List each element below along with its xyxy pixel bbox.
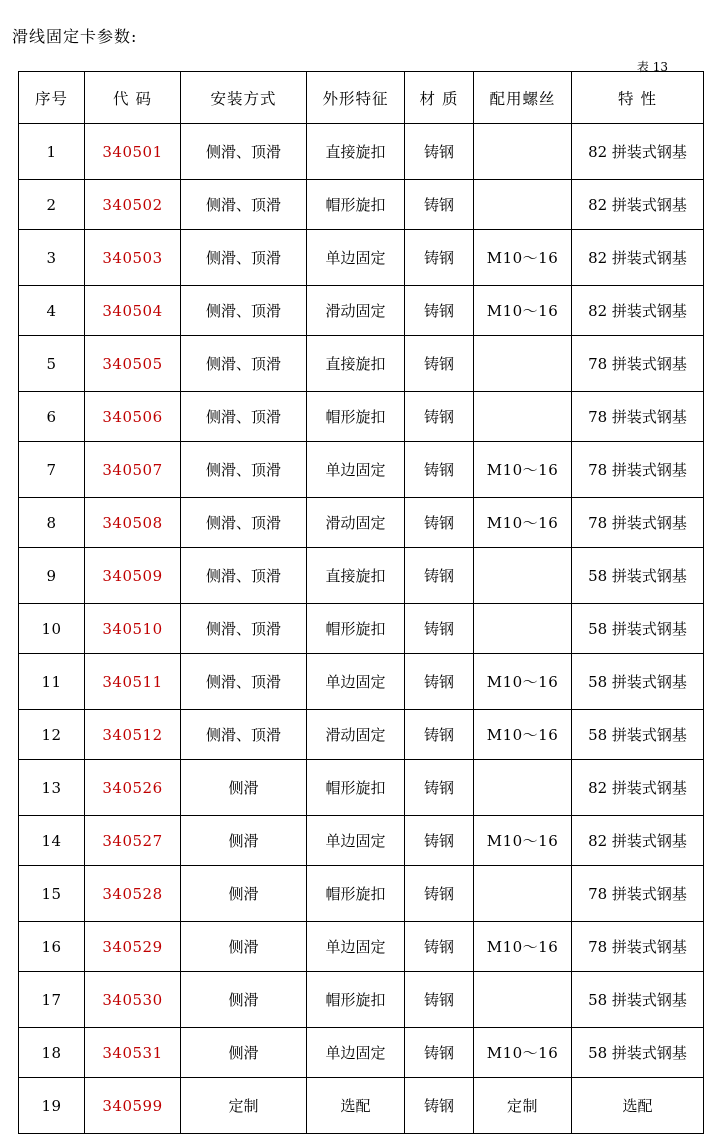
table-row: [19, 972, 704, 1028]
cell-code: 340508: [85, 498, 181, 548]
cell-shape: 滑动固定: [307, 286, 405, 336]
cell-code: 340529: [85, 922, 181, 972]
table-row: [19, 1028, 704, 1078]
cell-bolt: M10～16: [474, 230, 572, 286]
cell-shape: 帽形旋扣: [307, 180, 405, 230]
cell-material: 铸钢: [405, 972, 474, 1028]
cell-seq: 3: [19, 230, 85, 286]
cell-shape: 帽形旋扣: [307, 392, 405, 442]
header-material: 材 质: [405, 72, 474, 124]
cell-material: 铸钢: [405, 442, 474, 498]
table-row: [19, 548, 704, 604]
cell-shape: 选配: [307, 1078, 405, 1134]
cell-feature: 82 拼装式钢基: [572, 286, 704, 336]
cell-material: 铸钢: [405, 392, 474, 442]
cell-code: 340531: [85, 1028, 181, 1078]
table-row: [19, 760, 704, 816]
table-body: [19, 124, 704, 1134]
cell-seq: 15: [19, 866, 85, 922]
cell-seq: 14: [19, 816, 85, 866]
cell-seq: 13: [19, 760, 85, 816]
header-feature: 特 性: [572, 72, 704, 124]
cell-bolt: [474, 336, 572, 392]
cell-seq: 19: [19, 1078, 85, 1134]
cell-bolt: M10～16: [474, 1028, 572, 1078]
page-heading: 滑线固定卡参数:: [12, 27, 138, 46]
table-row: [19, 442, 704, 498]
cell-seq: 5: [19, 336, 85, 392]
cell-material: 铸钢: [405, 922, 474, 972]
cell-material: 铸钢: [405, 760, 474, 816]
cell-material: 铸钢: [405, 1078, 474, 1134]
cell-bolt: [474, 124, 572, 180]
cell-feature: 78 拼装式钢基: [572, 392, 704, 442]
cell-shape: 单边固定: [307, 922, 405, 972]
cell-feature: 78 拼装式钢基: [572, 336, 704, 392]
table-row: [19, 498, 704, 548]
cell-feature: 58 拼装式钢基: [572, 972, 704, 1028]
cell-code: 340509: [85, 548, 181, 604]
header-seq: 序号: [19, 72, 85, 124]
cell-mount: 侧滑: [181, 972, 307, 1028]
cell-feature: 选配: [572, 1078, 704, 1134]
table-row: [19, 124, 704, 180]
cell-mount: 侧滑、顶滑: [181, 124, 307, 180]
cell-seq: 4: [19, 286, 85, 336]
cell-mount: 侧滑、顶滑: [181, 230, 307, 286]
cell-mount: 侧滑: [181, 866, 307, 922]
cell-mount: 定制: [181, 1078, 307, 1134]
cell-shape: 单边固定: [307, 816, 405, 866]
cell-material: 铸钢: [405, 124, 474, 180]
table-row: [19, 180, 704, 230]
cell-code: 340507: [85, 442, 181, 498]
cell-code: 340512: [85, 710, 181, 760]
cell-bolt: [474, 972, 572, 1028]
table-number: 表 13: [636, 60, 668, 74]
table-row: [19, 866, 704, 922]
cell-material: 铸钢: [405, 286, 474, 336]
cell-code: 340530: [85, 972, 181, 1028]
cell-mount: 侧滑、顶滑: [181, 180, 307, 230]
cell-feature: 58 拼装式钢基: [572, 604, 704, 654]
cell-bolt: M10～16: [474, 442, 572, 498]
cell-shape: 滑动固定: [307, 710, 405, 760]
cell-code: 340528: [85, 866, 181, 922]
cell-seq: 1: [19, 124, 85, 180]
cell-shape: 滑动固定: [307, 498, 405, 548]
header-shape: 外形特征: [307, 72, 405, 124]
cell-shape: 直接旋扣: [307, 548, 405, 604]
cell-shape: 单边固定: [307, 1028, 405, 1078]
cell-code: 340502: [85, 180, 181, 230]
cell-feature: 82 拼装式钢基: [572, 760, 704, 816]
cell-seq: 2: [19, 180, 85, 230]
cell-bolt: M10～16: [474, 286, 572, 336]
cell-material: 铸钢: [405, 498, 474, 548]
cell-feature: 82 拼装式钢基: [572, 124, 704, 180]
cell-seq: 12: [19, 710, 85, 760]
cell-bolt: M10～16: [474, 816, 572, 866]
cell-bolt: [474, 180, 572, 230]
cell-feature: 78 拼装式钢基: [572, 442, 704, 498]
cell-bolt: [474, 866, 572, 922]
cell-mount: 侧滑: [181, 760, 307, 816]
header-bolt: 配用螺丝: [474, 72, 572, 124]
table-row: [19, 336, 704, 392]
cell-bolt: 定制: [474, 1078, 572, 1134]
cell-mount: 侧滑: [181, 1028, 307, 1078]
cell-feature: 82 拼装式钢基: [572, 180, 704, 230]
cell-seq: 16: [19, 922, 85, 972]
cell-feature: 82 拼装式钢基: [572, 816, 704, 866]
cell-seq: 6: [19, 392, 85, 442]
cell-shape: 直接旋扣: [307, 124, 405, 180]
cell-seq: 10: [19, 604, 85, 654]
slide-clip-params-table: [18, 71, 704, 1134]
cell-seq: 7: [19, 442, 85, 498]
table-row: [19, 710, 704, 760]
cell-feature: 82 拼装式钢基: [572, 230, 704, 286]
cell-code: 340526: [85, 760, 181, 816]
cell-code: 340599: [85, 1078, 181, 1134]
cell-mount: 侧滑、顶滑: [181, 604, 307, 654]
cell-mount: 侧滑、顶滑: [181, 286, 307, 336]
cell-feature: 78 拼装式钢基: [572, 866, 704, 922]
cell-mount: 侧滑、顶滑: [181, 336, 307, 392]
cell-shape: 单边固定: [307, 442, 405, 498]
table-row: [19, 392, 704, 442]
cell-mount: 侧滑: [181, 816, 307, 866]
table-row: [19, 1078, 704, 1134]
cell-shape: 直接旋扣: [307, 336, 405, 392]
table-row: [19, 286, 704, 336]
cell-seq: 11: [19, 654, 85, 710]
cell-code: 340510: [85, 604, 181, 654]
cell-code: 340503: [85, 230, 181, 286]
cell-bolt: [474, 392, 572, 442]
cell-shape: 帽形旋扣: [307, 604, 405, 654]
cell-mount: 侧滑、顶滑: [181, 710, 307, 760]
cell-code: 340505: [85, 336, 181, 392]
cell-shape: 帽形旋扣: [307, 972, 405, 1028]
cell-feature: 58 拼装式钢基: [572, 710, 704, 760]
cell-seq: 17: [19, 972, 85, 1028]
cell-feature: 58 拼装式钢基: [572, 1028, 704, 1078]
cell-code: 340506: [85, 392, 181, 442]
header-mount: 安装方式: [181, 72, 307, 124]
cell-bolt: [474, 760, 572, 816]
table-row: [19, 816, 704, 866]
cell-feature: 58 拼装式钢基: [572, 654, 704, 710]
cell-bolt: M10～16: [474, 654, 572, 710]
cell-bolt: [474, 604, 572, 654]
cell-feature: 58 拼装式钢基: [572, 548, 704, 604]
cell-seq: 8: [19, 498, 85, 548]
cell-material: 铸钢: [405, 230, 474, 286]
cell-material: 铸钢: [405, 710, 474, 760]
cell-material: 铸钢: [405, 654, 474, 710]
cell-mount: 侧滑、顶滑: [181, 392, 307, 442]
cell-code: 340527: [85, 816, 181, 866]
cell-feature: 78 拼装式钢基: [572, 498, 704, 548]
cell-material: 铸钢: [405, 866, 474, 922]
cell-bolt: M10～16: [474, 498, 572, 548]
cell-mount: 侧滑: [181, 922, 307, 972]
cell-code: 340511: [85, 654, 181, 710]
cell-material: 铸钢: [405, 1028, 474, 1078]
header-code: 代 码: [85, 72, 181, 124]
cell-code: 340501: [85, 124, 181, 180]
table-header-row: [19, 72, 704, 124]
cell-material: 铸钢: [405, 336, 474, 392]
cell-material: 铸钢: [405, 816, 474, 866]
cell-mount: 侧滑、顶滑: [181, 442, 307, 498]
table-row: [19, 922, 704, 972]
cell-material: 铸钢: [405, 604, 474, 654]
table-row: [19, 230, 704, 286]
table-row: [19, 604, 704, 654]
cell-code: 340504: [85, 286, 181, 336]
cell-mount: 侧滑、顶滑: [181, 498, 307, 548]
cell-mount: 侧滑、顶滑: [181, 548, 307, 604]
cell-feature: 78 拼装式钢基: [572, 922, 704, 972]
cell-bolt: M10～16: [474, 710, 572, 760]
cell-shape: 单边固定: [307, 230, 405, 286]
cell-seq: 9: [19, 548, 85, 604]
cell-shape: 单边固定: [307, 654, 405, 710]
cell-shape: 帽形旋扣: [307, 760, 405, 816]
cell-material: 铸钢: [405, 180, 474, 230]
table-row: [19, 654, 704, 710]
cell-shape: 帽形旋扣: [307, 866, 405, 922]
cell-mount: 侧滑、顶滑: [181, 654, 307, 710]
cell-bolt: [474, 548, 572, 604]
cell-bolt: M10～16: [474, 922, 572, 972]
cell-seq: 18: [19, 1028, 85, 1078]
cell-material: 铸钢: [405, 548, 474, 604]
